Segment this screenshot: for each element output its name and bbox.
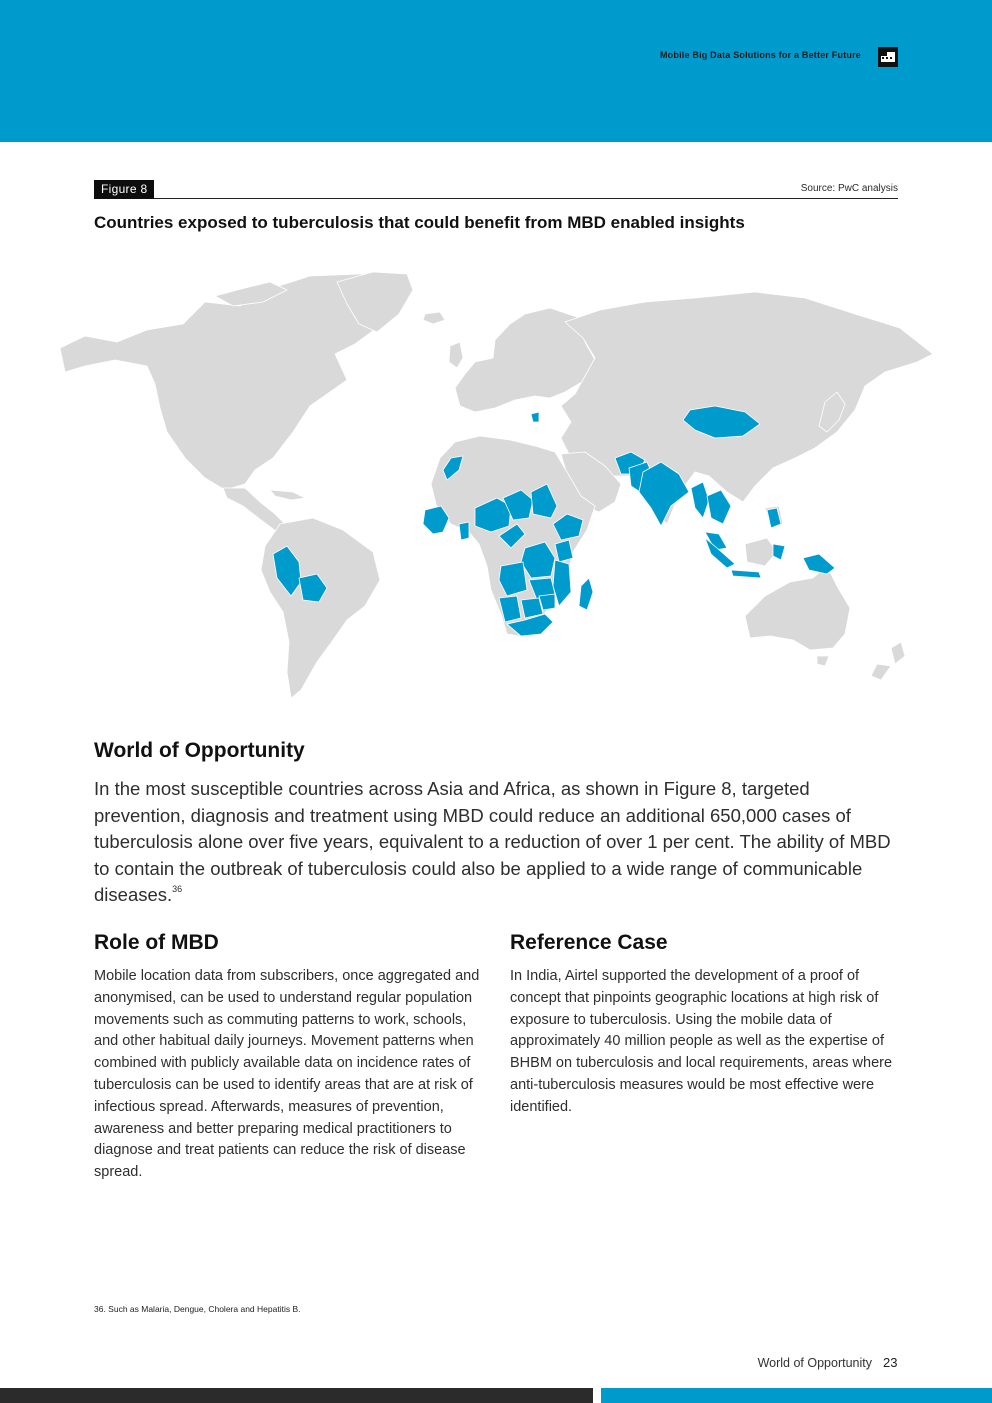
world-of-opportunity-heading: World of Opportunity [94, 739, 305, 762]
map-south-america [261, 518, 380, 698]
map-java [731, 570, 761, 578]
role-of-mbd-heading: Role of MBD [94, 931, 219, 954]
map-mozambique [553, 560, 571, 606]
map-tasmania [817, 656, 829, 666]
page-number: 23 [883, 1355, 898, 1370]
figure-title: Countries exposed to tuberculosis that could benefit from MBD enabled insights [94, 213, 745, 232]
reference-case-heading: Reference Case [510, 931, 668, 954]
map-papua [803, 554, 835, 574]
map-caribbean [270, 490, 305, 500]
footer-bar-dark [0, 1388, 593, 1403]
map-ghana [459, 522, 469, 540]
map-iceland [423, 312, 445, 324]
figure-divider [94, 198, 898, 199]
map-madagascar [579, 578, 593, 610]
footnote: 36. Such as Malaria, Dengue, Cholera and Hepatitis B. [94, 1304, 301, 1314]
reference-case-body: In India, Airtel supported the development of a proof of concept that pinpoints geographic locations at high risk of exposure to tuberculosis. Using the mobile data of approximately 40 million people as well as the expertise of BHBM on tuberculosis and local requirements, areas where anti-tuberculosis measures would be most effective were identified. [510, 968, 893, 1115]
map-borneo [745, 538, 777, 566]
map-thailand-indochina [707, 490, 731, 524]
map-australia [745, 566, 850, 650]
document-title: Mobile Big Data Solutions for a Better Future [659, 50, 861, 60]
footnote-reference[interactable]: 36 [172, 884, 183, 894]
figure-label: Figure 8 [94, 180, 154, 199]
world-of-opportunity-paragraph [94, 776, 904, 909]
report-logo-icon [878, 47, 898, 67]
header-band [0, 0, 992, 142]
figure-source: Source: PwC analysis [800, 183, 898, 194]
footer-section-title: World of Opportunity [757, 1356, 872, 1370]
map-new-zealand [891, 642, 905, 664]
map-new-zealand-south [871, 664, 891, 680]
world-map [55, 262, 940, 702]
map-myanmar [691, 482, 709, 518]
role-of-mbd-body: Mobile location data from subscribers, once aggregated and anonymised, can be used to understand regular population movements such as commuting patterns to work, schools, and other habitual daily journeys. Movement patterns when combined with publicly available data on incidence rates of tuberculosis can be used to identify areas that are at risk of infectious spread. Afterwards, measures of prevention, awareness and better preparing medical practitioners to diagnose and treat patients can reduce the risk of disease spread. [94, 968, 480, 1181]
map-balkans [531, 412, 539, 422]
world-of-opportunity-body: In the most susceptible countries across Asia and Africa, as shown in Figure 8, targeted prevention, diagnosis and treatment using MBD could reduce an additional 650,000 cases of tuberculosis alone over five years, equivalent to a reduction of over 1 per cent. The ability of MBD to contain the outbreak of tuberculosis could also be applied to a wide range of communicable diseases. [94, 778, 891, 905]
map-uk [449, 342, 463, 368]
footer-bar-blue [601, 1388, 992, 1403]
map-sulawesi [773, 544, 785, 560]
map-botswana [521, 598, 543, 618]
